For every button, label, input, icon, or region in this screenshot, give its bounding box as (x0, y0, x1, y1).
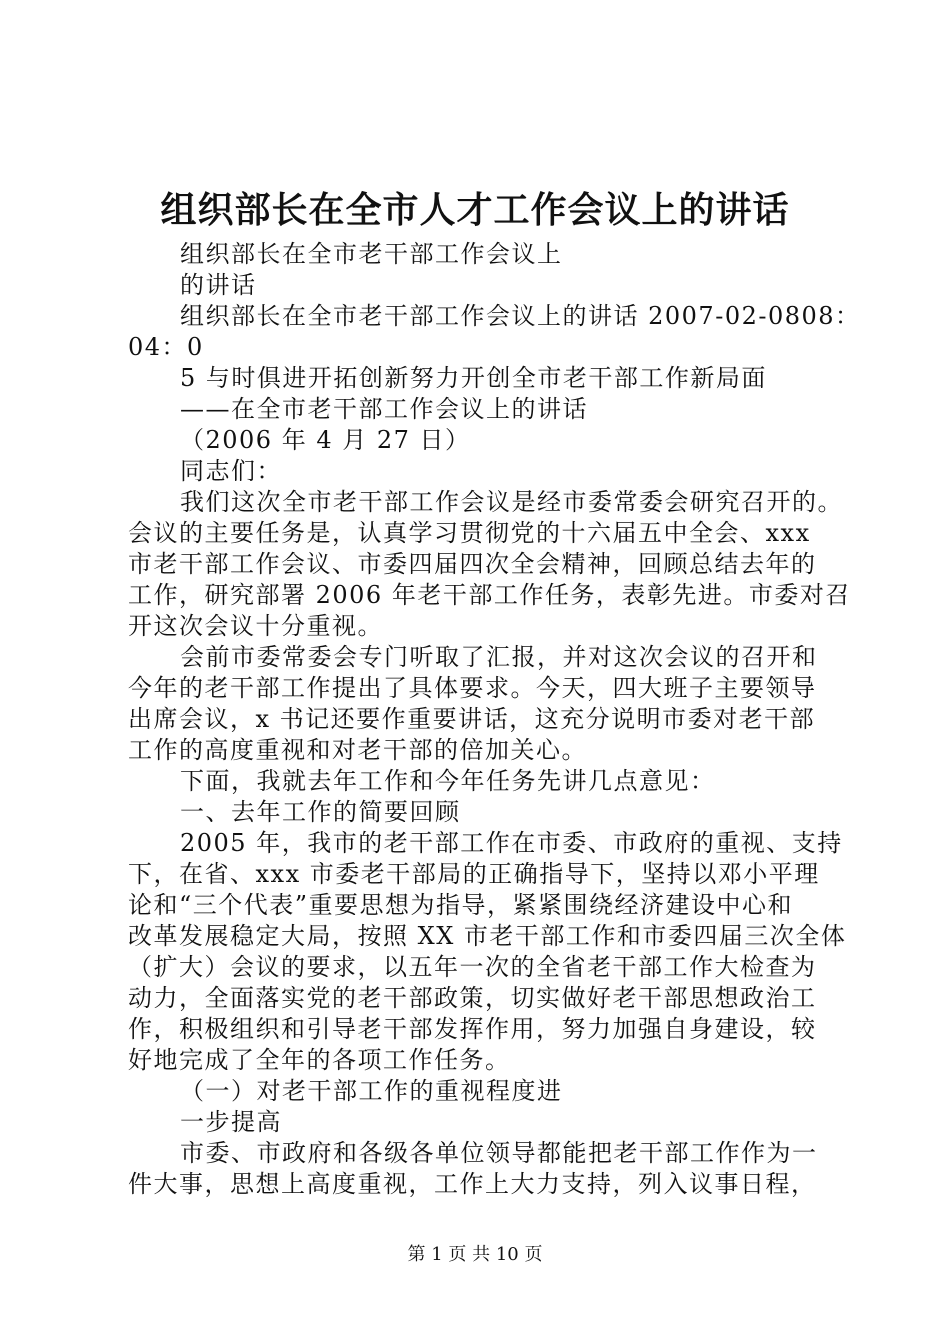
text-line: 市委、市政府和各级各单位领导都能把老干部工作作为一 (180, 1139, 818, 1167)
subsection-heading: 一步提高 (180, 1108, 282, 1136)
text-line: 市老干部工作会议、市委四届四次全会精神，回顾总结去年的 (128, 550, 817, 578)
text-line: 会议的主要任务是，认真学习贯彻党的十六届五中全会、xxx (128, 519, 811, 547)
text-line: 04：0 (128, 333, 204, 361)
text-line: 组织部长在全市老干部工作会议上 (180, 240, 563, 268)
text-line: 的讲话 (180, 271, 257, 299)
text-line: （扩大）会议的要求，以五年一次的全省老干部工作大检查为 (128, 953, 817, 981)
text-line: 好地完成了全年的各项工作任务。 (128, 1046, 511, 1074)
text-line: 出席会议，x 书记还要作重要讲话，这充分说明市委对老干部 (128, 705, 816, 733)
text-line: 我们这次全市老干部工作会议是经市委常委会研究召开的。 (180, 488, 843, 516)
text-line: （2006 年 4 月 27 日） (180, 426, 471, 454)
text-line: 工作，研究部署 2006 年老干部工作任务，表彰先进。市委对召 (128, 581, 851, 609)
text-line: 件大事，思想上高度重视，工作上大力支持，列入议事日程， (128, 1170, 817, 1198)
text-line: 动力，全面落实党的老干部政策，切实做好老干部思想政治工 (128, 984, 817, 1012)
text-line: 同志们： (180, 457, 282, 485)
text-line: 改革发展稳定大局，按照 XX 市老干部工作和市委四届三次全体 (128, 922, 847, 950)
text-line: 作，积极组织和引导老干部发挥作用，努力加强自身建设，较 (128, 1015, 817, 1043)
text-line: 工作的高度重视和对老干部的倍加关心。 (128, 736, 587, 764)
text-line: 下面，我就去年工作和今年任务先讲几点意见： (180, 767, 716, 795)
text-line: 开这次会议十分重视。 (128, 612, 383, 640)
text-line: ——在全市老干部工作会议上的讲话 (180, 395, 588, 423)
text-line: 今年的老干部工作提出了具体要求。今天，四大班子主要领导 (128, 674, 817, 702)
subsection-heading: （一）对老干部工作的重视程度进 (180, 1077, 563, 1105)
page-footer: 第 1 页 共 10 页 (407, 1244, 543, 1265)
text-line: 5 与时俱进开拓创新努力开创全市老干部工作新局面 (180, 364, 767, 392)
document-title: 组织部长在全市人才工作会议上的讲话 (160, 189, 790, 231)
text-line: 会前市委常委会专门听取了汇报，并对这次会议的召开和 (180, 643, 818, 671)
text-line: 论和“三个代表”重要思想为指导，紧紧围绕经济建设中心和 (128, 891, 794, 919)
section-heading: 一、去年工作的简要回顾 (180, 798, 461, 826)
text-line: 组织部长在全市老干部工作会议上的讲话 2007-02-0808： (180, 302, 861, 330)
text-line: 2005 年，我市的老干部工作在市委、市政府的重视、支持 (180, 829, 843, 857)
text-line: 下，在省、xxx 市委老干部局的正确指导下，坚持以邓小平理 (128, 860, 820, 888)
